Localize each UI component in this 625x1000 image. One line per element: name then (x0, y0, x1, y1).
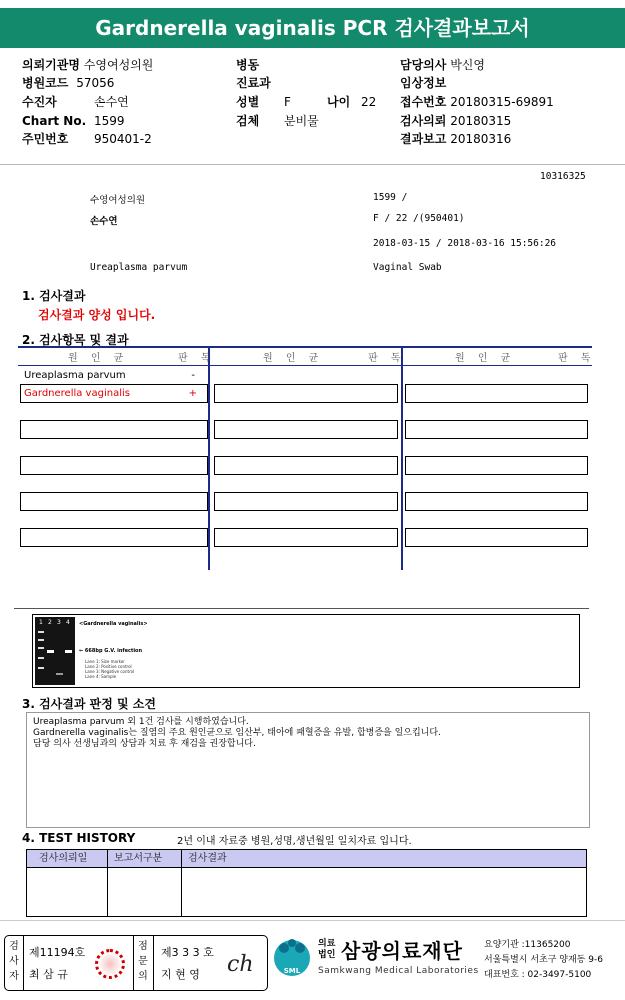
table-col-divider (107, 850, 108, 916)
col-header-pathogen: 원 인 균 (68, 353, 129, 364)
section4-title: 4. TEST HISTORY (22, 831, 136, 845)
summary-chart: 1599 / (373, 192, 408, 203)
empty-cell (20, 420, 208, 439)
gel-lane-legend-item: Lane 1: Size marker (85, 659, 125, 664)
sig-divider (23, 936, 24, 990)
reviewer-label-char: 점 (138, 941, 148, 952)
barcode-number: 10316325 (540, 171, 586, 182)
patient-value: 손수연 (94, 95, 129, 109)
hospital-code-label: 병원코드 (22, 76, 69, 90)
pathogen-name: Gardnerella vaginalis (24, 388, 130, 399)
col-header-pathogen: 원 인 균 (455, 353, 516, 364)
col-header-request-date: 검사의뢰일 (39, 853, 88, 864)
section1-title: 1. 검사결과 (22, 289, 86, 303)
receipt-no-label: 접수번호 (400, 95, 447, 109)
empty-cell (214, 492, 398, 511)
grid-vline (208, 346, 210, 570)
chart-no-value: 1599 (94, 114, 125, 128)
receipt-no-value: 20180315-69891 (450, 95, 554, 109)
empty-cell (405, 420, 588, 439)
sig-divider (153, 936, 154, 990)
col-header-pathogen: 원 인 균 (263, 353, 324, 364)
report-date-value: 20180316 (450, 132, 512, 146)
specimen-value: 분비물 (284, 114, 319, 128)
reviewer-name: 지 현 영 (161, 968, 200, 981)
table-row (20, 366, 206, 385)
empty-cell (20, 492, 208, 511)
chart-no-label: Chart No. (22, 114, 87, 128)
reviewer-label (135, 939, 151, 984)
request-label: 검사의뢰 (400, 114, 447, 128)
gel-band-label: ← 668bp G.V. infection (79, 648, 143, 654)
gel-band (47, 650, 54, 653)
gel-title: <Gardnerella vaginalis> (79, 621, 148, 627)
report-title: Gardnerella vaginalis PCR 검사결과보고서 (0, 8, 625, 48)
summary-specimen: Vaginal Swab (373, 262, 442, 273)
gel-band (56, 673, 63, 675)
comment-box (26, 712, 590, 828)
summary-clinic: 수영여성의원 (90, 195, 146, 206)
gel-band (38, 667, 44, 669)
reviewer-signature: ch (227, 952, 254, 977)
divider (0, 164, 625, 165)
section3-title: 3. 검사결과 판정 및 소견 (22, 697, 156, 711)
table-row (20, 384, 208, 403)
judgment-mark: + (188, 388, 197, 399)
gel-lane-legend-item: Lane 3: Negative control (85, 669, 135, 674)
empty-cell (20, 456, 208, 475)
tester-name: 최 삼 규 (29, 968, 68, 981)
request-value: 20180315 (450, 114, 512, 128)
empty-cell (20, 528, 208, 547)
sex-value: F (284, 95, 291, 109)
reviewer-license: 제3 3 3 호 (161, 946, 214, 959)
ward-label: 병동 (236, 58, 260, 72)
org-contact (484, 938, 603, 983)
sex-label: 성별 (236, 95, 260, 109)
gel-lane-legend-item: Lane 2: Positive control (85, 664, 132, 669)
institution-value: 수영여성의원 (83, 58, 154, 72)
signature-box (4, 935, 268, 991)
department-label: 진료과 (236, 76, 271, 90)
tester-label (6, 939, 22, 984)
org-address: 서울특별시 서초구 양재동 9-6 (484, 955, 603, 965)
judgment-mark: - (191, 370, 195, 381)
org-type-line: 법인 (318, 950, 336, 960)
col-header-judgment: 판 독 (368, 353, 406, 364)
empty-cell (405, 528, 588, 547)
divider (0, 920, 625, 921)
result-positive-text: 검사결과 양성 입니다. (38, 308, 156, 322)
gel-band (38, 631, 44, 633)
pathogen-name: Ureaplasma parvum (24, 370, 126, 381)
summary-test-item: Ureaplasma parvum (90, 262, 188, 273)
reviewer-label-char: 문 (138, 956, 148, 967)
gel-lane-legend (85, 659, 134, 679)
history-table-header (27, 850, 586, 868)
empty-cell (214, 420, 398, 439)
summary-sex-age: F / 22 /(950401) (373, 213, 465, 224)
summary-dates: 2018-03-15 / 2018-03-16 15:56:26 (373, 238, 557, 249)
tester-seal (95, 949, 125, 979)
gel-lane-number: 4 (66, 619, 70, 626)
tester-license: 제11194호 (29, 946, 86, 959)
hospital-code-value: 57056 (76, 76, 115, 90)
empty-cell (214, 528, 398, 547)
gel-electrophoresis-panel (32, 614, 580, 688)
reviewer-label-char: 의 (138, 971, 148, 982)
clinical-label: 임상정보 (400, 76, 447, 90)
col-header-report-type: 보고서구분 (114, 853, 163, 864)
gel-lane-number: 1 (39, 619, 43, 626)
empty-cell (405, 384, 588, 403)
col-header-result: 검사결과 (188, 853, 227, 864)
empty-cell (214, 384, 398, 403)
gel-lane-legend-item: Lane 4: Sample (85, 674, 117, 679)
gel-lane-number: 3 (57, 619, 61, 626)
grid-vline (401, 346, 403, 570)
empty-cell (214, 456, 398, 475)
gel-lane-number: 2 (48, 619, 52, 626)
gel-band (38, 657, 44, 659)
sig-divider (133, 936, 134, 990)
comment-line: 담당 의사 선생님과의 상담과 치료 후 재검을 권장합니다. (33, 739, 256, 749)
age-value: 22 (361, 95, 377, 109)
doctor-value: 박신영 (450, 58, 485, 72)
org-name: 삼광의료재단 (341, 939, 463, 963)
history-description: 2년 이내 자료중 병원,성명,생년월일 일치자료 입니다. (177, 836, 412, 847)
report-date-label: 결과보고 (400, 132, 447, 146)
institution-label: 의뢰기관명 (22, 58, 80, 72)
gel-band (38, 647, 44, 649)
resident-no-value: 950401-2 (94, 132, 152, 146)
gel-image (35, 617, 75, 685)
specimen-label: 검체 (236, 114, 260, 128)
patient-label: 수진자 (22, 95, 57, 109)
org-type (318, 939, 335, 961)
empty-cell (405, 456, 588, 475)
resident-no-label: 주민번호 (22, 132, 69, 146)
tester-label-char: 자 (9, 971, 19, 982)
test-items-grid (18, 346, 596, 572)
empty-cell (405, 492, 588, 511)
table-col-divider (181, 850, 182, 916)
doctor-label: 담당의사 (400, 58, 447, 72)
tester-label-char: 사 (9, 956, 19, 967)
comment-line: Gardnerella vaginalis는 질염의 주요 원인균으로 임산부, 태아에 패혈증을 유발, 합병증을 일으킵니다. (33, 728, 441, 738)
org-type-line: 의료 (318, 939, 336, 949)
col-header-judgment: 판 독 (558, 353, 596, 364)
section2-title: 2. 검사항목 및 결과 (22, 333, 129, 347)
org-phone: 대표번호 : 02-3497-5100 (484, 970, 592, 980)
gel-band (38, 639, 44, 641)
agency-code: 요양기관 :11365200 (484, 940, 571, 950)
tester-label-char: 검 (9, 941, 19, 952)
divider (14, 608, 589, 609)
grid-top-line (18, 346, 592, 348)
history-table (26, 849, 587, 917)
summary-patient: 손수연 (90, 216, 118, 227)
col-header-judgment: 판 독 (178, 353, 216, 364)
logo-text: SML (283, 967, 301, 975)
age-label: 나이 (327, 95, 351, 109)
org-english-name: Samkwang Medical Laboratories (318, 966, 479, 976)
gel-band (65, 650, 72, 653)
comment-line: Ureaplasma parvum 외 1건 검사를 시행하였습니다. (33, 717, 249, 727)
